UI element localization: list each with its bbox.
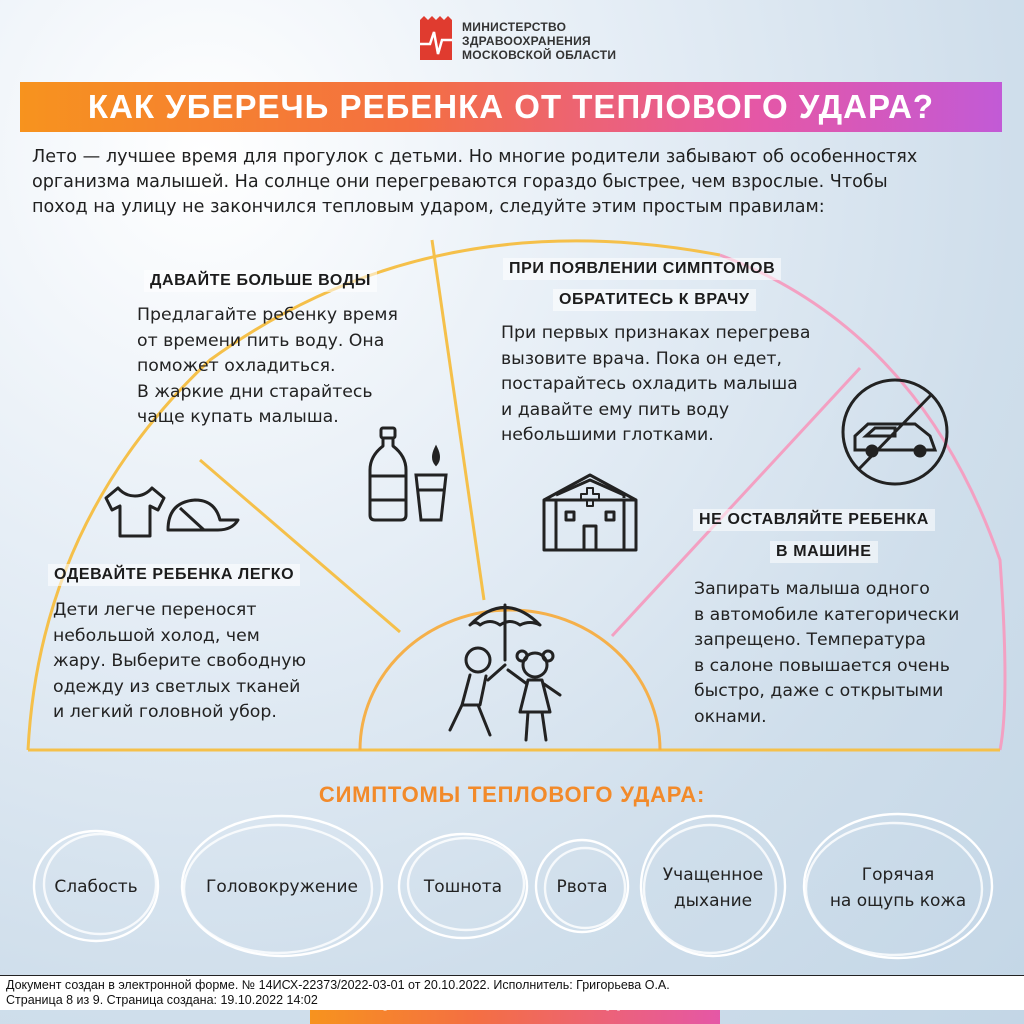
intro-line: организма малышей. На солнце они перегреваются гораздо быстрее, чем взрослые. Чтобы [32,172,888,192]
glass-icon [416,448,446,520]
symptom-label: Тошнота [423,877,503,897]
ministry-line: ЗДРАВООХРАНЕНИЯ [462,34,591,48]
hospital-icon [544,475,636,550]
document-stamp-line2: Страница 8 из 9. Страница создана: 19.10.2022 14:02 [6,993,318,1007]
bottle-icon [370,428,406,520]
tip-line: Запирать малыша одного [694,579,930,599]
tip-line: и давайте ему пить воду [501,399,730,420]
tip-line: в салоне повышается очень [694,655,950,676]
tip-line: вызовите врача. Пока он едет, [501,348,782,369]
tip-water-text [137,303,398,431]
radial-line-top [432,240,484,600]
ministry-name [462,20,616,62]
tip-line: чаще купать малыша. [137,407,339,427]
tip-line: окнами. [694,706,767,727]
intro-text [32,145,1002,220]
tip-doctor-text [501,321,810,449]
symptom-dizziness [182,874,382,900]
symptom-label: Учащенное [662,865,764,885]
children-umbrella-icon [450,605,560,740]
tip-line: поможет охладиться. [137,356,336,376]
symptom-label: Горячая [861,865,935,885]
symptom-label: Рвота [556,877,608,897]
ministry-logo-icon [420,16,452,60]
tip-line: постарайтесь охладить малыша [501,374,798,394]
tip-clothes-text [53,598,306,726]
no-car-icon [843,380,947,484]
tip-line: Дети легче переносят [53,600,257,620]
ministry-line: МИНИСТЕРСТВО [462,20,567,34]
symptom-weakness [36,874,156,900]
tip-line: в автомобиле категорически [694,604,960,625]
intro-line: поход на улицу не закончился тепловым ударом, следуйте этим простым правилам: [32,197,825,217]
tip-car-title-line2: В МАШИНЕ [770,541,878,563]
tip-line: небольшими глотками. [501,425,714,445]
tshirt-icon [106,488,164,536]
ministry-line: МОСКОВСКОЙ ОБЛАСТИ [462,48,617,62]
tip-car-title-line1: НЕ ОСТАВЛЯЙТЕ РЕБЕНКА [693,509,935,531]
symptom-hot-skin [808,862,988,914]
symptom-rapid-breathing [643,862,783,914]
tip-doctor-title-line2: ОБРАТИТЕСЬ К ВРАЧУ [553,289,756,311]
tip-car-text [694,577,959,730]
tip-line: и легкий головной убор. [53,702,277,722]
symptom-label: Головокружение [206,877,358,897]
document-stamp-line1: Документ создан в электронной форме. № 14ИСХ-22373/2022-03-01 от 20.10.2022. Исполнитель: Григорьева О.А. [6,978,670,992]
tip-clothes-title: ОДЕВАЙТЕ РЕБЕНКА ЛЕГКО [48,564,300,586]
tip-line: жару. Выберите свободную [53,651,307,671]
page-title: КАК УБЕРЕЧЬ РЕБЕНКА ОТ ТЕПЛОВОГО УДАРА? [87,88,935,125]
symptom-label: Слабость [54,877,138,897]
tip-line: одежду из светлых тканей [53,676,301,697]
symptom-vomiting [537,874,627,900]
symptom-label: на ощупь кожа [829,891,967,911]
symptom-nausea [403,874,523,900]
intro-line: Лето — лучшее время для прогулок с детьми. Но многие родители забывают об особенностях [32,147,918,167]
tip-line: от времени пить воду. Она [137,330,385,351]
cap-icon [168,500,238,530]
tip-doctor-title-line1: ПРИ ПОЯВЛЕНИИ СИМПТОМОВ [503,258,781,280]
tip-line: небольшой холод, чем [53,625,260,646]
tip-water-title: ДАВАЙТЕ БОЛЬШЕ ВОДЫ [144,270,377,292]
tip-line: запрещено. Температура [694,630,927,650]
symptom-label: дыхание [673,891,753,911]
tip-line: быстро, даже с открытыми [694,681,944,701]
symptoms-title: СИМПТОМЫ ТЕПЛОВОГО УДАРА: [318,782,706,807]
tip-line: В жаркие дни старайтесь [137,381,373,402]
tip-line: Предлагайте ребенку время [137,305,398,325]
tip-line: При первых признаках перегрева [501,323,811,343]
